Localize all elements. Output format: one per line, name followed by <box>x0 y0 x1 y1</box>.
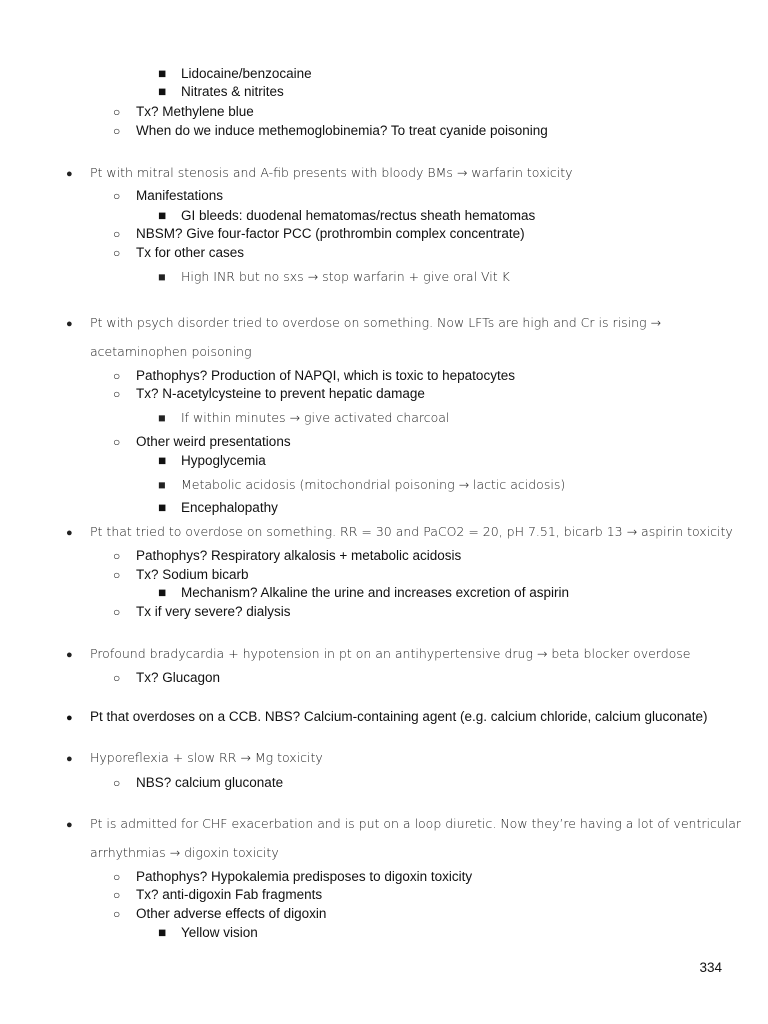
outline-line-level-0 <box>90 344 251 360</box>
bullet-square-icon: ■ <box>158 269 166 284</box>
outline-line-level-3 <box>158 84 284 100</box>
line-text: Mechanism? Alkaline the urine and increases excretion of aspirin <box>181 585 569 600</box>
line-text: Pt is admitted for CHF exacerbation and is put on a loop diuretic. Now they’re having a lot of ventricular <box>90 816 742 831</box>
bullet-circle-icon: ○ <box>113 568 121 582</box>
line-text: Lidocaine/benzocaine <box>181 66 312 81</box>
outline-line-level-1 <box>66 165 573 182</box>
line-text: GI bleeds: duodenal hematomas/rectus sheath hematomas <box>181 208 536 223</box>
line-text: Pt that tried to overdose on something. RR = 30 and PaCO2 = 20, pH 7.51, bicarb 13 → aspirin toxicity <box>90 524 733 539</box>
bullet-square-icon: ■ <box>158 410 166 425</box>
bullet-circle-icon: ○ <box>113 605 121 619</box>
line-text: Encephalopathy <box>181 500 278 515</box>
bullet-square-icon: ■ <box>158 925 167 940</box>
outline-line-level-2 <box>113 368 515 384</box>
bullet-square-icon: ■ <box>158 66 167 81</box>
outline-line-level-2 <box>113 906 326 922</box>
bullet-square-icon: ■ <box>158 208 167 223</box>
outline-line-level-1 <box>66 646 691 663</box>
line-text: Profound bradycardia + hypotension in pt on an antihypertensive drug → beta blocker overdose <box>90 646 691 661</box>
bullet-circle-icon: ○ <box>113 387 121 401</box>
outline-line-level-3 <box>158 410 449 426</box>
line-text: Pathophys? Hypokalemia predisposes to digoxin toxicity <box>136 869 473 884</box>
bullet-disc-icon: ● <box>66 648 73 661</box>
bullet-circle-icon: ○ <box>113 369 121 383</box>
line-text: acetaminophen poisoning <box>90 344 252 359</box>
outline-line-level-2 <box>113 604 291 620</box>
bullet-square-icon: ■ <box>158 477 166 492</box>
outline-line-level-3 <box>158 269 510 285</box>
outline-line-level-3 <box>158 66 312 82</box>
outline-line-level-3 <box>158 208 535 224</box>
line-text: Manifestations <box>136 188 224 203</box>
line-text: NBS? calcium gluconate <box>136 775 284 790</box>
outline-line-level-1 <box>66 524 733 541</box>
outline-line-level-1 <box>66 750 323 767</box>
line-text: Tx? Sodium bicarb <box>136 567 249 582</box>
bullet-disc-icon: ● <box>66 712 73 724</box>
bullet-circle-icon: ○ <box>113 227 121 241</box>
line-text: Other weird presentations <box>136 434 291 449</box>
line-text: Tx? Glucagon <box>136 670 221 685</box>
line-text: Pt that overdoses on a CCB. NBS? Calcium-containing agent (e.g. calcium chloride, calcium gluconate) <box>90 709 708 724</box>
outline-line-level-1 <box>66 709 708 726</box>
line-text: High INR but no sxs → stop warfarin + give oral Vit K <box>181 269 510 284</box>
line-text: If within minutes → give activated charcoal <box>181 410 450 425</box>
outline-line-level-2 <box>113 869 472 885</box>
outline-line-level-2 <box>113 245 244 261</box>
bullet-disc-icon: ● <box>66 526 73 539</box>
bullet-disc-icon: ● <box>66 317 73 330</box>
bullet-circle-icon: ○ <box>113 671 121 685</box>
bullet-circle-icon: ○ <box>113 549 121 563</box>
outline-line-level-3 <box>158 453 266 469</box>
outline-line-level-2 <box>113 104 254 120</box>
bullet-square-icon: ■ <box>158 84 167 99</box>
outline-line-level-2 <box>113 188 223 204</box>
outline-line-level-3 <box>158 585 569 601</box>
bullet-circle-icon: ○ <box>113 888 121 902</box>
outline-line-level-3 <box>158 500 278 516</box>
line-text: NBSM? Give four-factor PCC (prothrombin complex concentrate) <box>136 226 525 241</box>
bullet-square-icon: ■ <box>158 585 167 600</box>
outline-line-level-3 <box>158 477 565 493</box>
line-text: Pathophys? Production of NAPQI, which is toxic to hepatocytes <box>136 368 515 383</box>
line-text: Pathophys? Respiratory alkalosis + metabolic acidosis <box>136 548 462 563</box>
bullet-disc-icon: ● <box>66 167 73 180</box>
line-text: Metabolic acidosis (mitochondrial poisoning → lactic acidosis) <box>181 477 566 492</box>
outline-line-level-2 <box>113 386 425 402</box>
outline-line-level-2 <box>113 567 249 583</box>
line-text: Tx? Methylene blue <box>136 104 254 119</box>
page-number: 334 <box>699 960 722 975</box>
line-text: Hyporeflexia + slow RR → Mg toxicity <box>90 750 323 765</box>
line-text: Other adverse effects of digoxin <box>136 906 327 921</box>
bullet-square-icon: ■ <box>158 453 167 468</box>
line-text: Pt with psych disorder tried to overdose on something. Now LFTs are high and Cr is rising → <box>90 315 661 330</box>
outline-line-level-3 <box>158 925 258 941</box>
outline-line-level-2 <box>113 775 283 791</box>
bullet-disc-icon: ● <box>66 752 73 765</box>
line-text: Tx? anti-digoxin Fab fragments <box>136 887 323 902</box>
bullet-circle-icon: ○ <box>113 870 121 884</box>
outline-line-level-2 <box>113 123 548 139</box>
bullet-circle-icon: ○ <box>113 105 121 119</box>
outline-line-level-2 <box>113 548 461 564</box>
bullet-disc-icon: ● <box>66 818 73 831</box>
outline-line-level-1 <box>66 816 741 833</box>
line-text: Tx? N-acetylcysteine to prevent hepatic damage <box>136 386 425 401</box>
bullet-circle-icon: ○ <box>113 776 121 790</box>
outline-line-level-2 <box>113 226 525 242</box>
line-text: Hypoglycemia <box>181 453 266 468</box>
line-text: Tx for other cases <box>136 245 245 260</box>
bullet-circle-icon: ○ <box>113 435 121 449</box>
bullet-circle-icon: ○ <box>113 907 121 921</box>
bullet-square-icon: ■ <box>158 500 167 515</box>
bullet-circle-icon: ○ <box>113 246 121 260</box>
outline-line-level-2 <box>113 434 291 450</box>
outline-line-level-1 <box>66 315 661 332</box>
bullet-circle-icon: ○ <box>113 124 121 138</box>
line-text: Nitrates & nitrites <box>181 84 284 99</box>
line-text: arrhythmias → digoxin toxicity <box>90 845 279 860</box>
line-text: Pt with mitral stenosis and A-fib presents with bloody BMs → warfarin toxicity <box>90 165 573 180</box>
line-text: When do we induce methemoglobinemia? To treat cyanide poisoning <box>136 123 548 138</box>
line-text: Yellow vision <box>181 925 258 940</box>
bullet-circle-icon: ○ <box>113 189 121 203</box>
outline-line-level-2 <box>113 670 220 686</box>
line-text: Tx if very severe? dialysis <box>136 604 291 619</box>
outline-line-level-0 <box>90 845 279 861</box>
outline-line-level-2 <box>113 887 322 903</box>
